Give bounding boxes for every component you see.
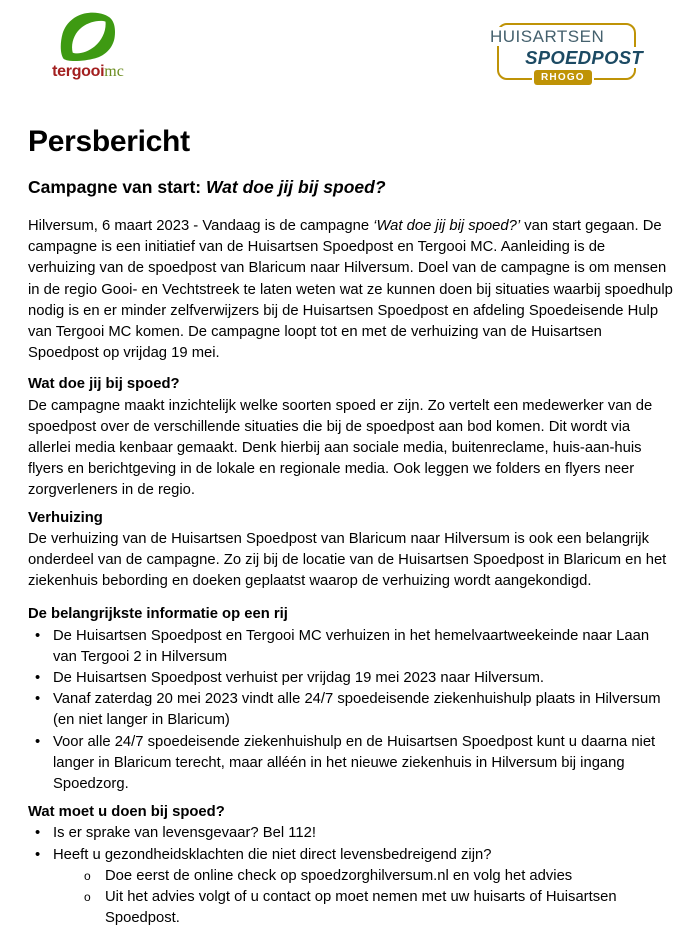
tergooi-mc-logo <box>52 10 124 80</box>
intro-text-before: Hilversum, 6 maart 2023 - Vandaag is de campagne <box>28 218 374 234</box>
tergooi-wordmark <box>52 64 124 80</box>
intro-campaign-name: ‘Wat doe jij bij spoed?’ <box>373 218 521 234</box>
spoedpost-logo-badge: RHOGO <box>534 70 592 85</box>
bullet-item: • Voor alle 24/7 spoedeisende ziekenhuishulp en de Huisartsen Spoedpost kunt u daarna niet langer in Blaricum terecht, maar alléén in het nieuwe ziekenhuis in Hilversum bij ingang Spoedzorg. <box>28 732 674 796</box>
section-campaign-heading: Wat doe jij bij spoed? <box>28 376 180 393</box>
subtitle-lead: Campagne van start: <box>28 177 206 197</box>
sub-bullet-item: o Doe eerst de online check op spoedzorghilversum.nl en volg het advies <box>28 866 674 887</box>
bullet-item: • Heeft u gezondheidsklachten die niet direct levensbedreigend zijn? <box>28 845 674 866</box>
section-spoed <box>28 802 674 929</box>
section-campaign-paragraph: De campagne maakt inzichtelijk welke soorten spoed er zijn. Zo vertelt een medewerker van de spoedpost over de verschillende situaties die bij de spoedpost aan bod komen. Dit wordt via allerlei media kenbaar gemaakt. Denk hierbij aan sociale media, buitenreclame, huis-aan-huis flyers en berichtgeving in de lokale en regionale media. Ook leggen we folders en flyers neer zorgverleners in de regio. <box>28 397 653 499</box>
document-body <box>0 124 700 930</box>
spoedpost-logo-line2: SPOEDPOST <box>522 47 646 68</box>
section-info <box>28 604 674 795</box>
tergooi-wordmark-suffix: mc <box>104 63 124 80</box>
intro-text-after: van start gegaan. De campagne is een initiatief van de Huisartsen Spoedpost en Tergooi MC. Aanleiding is de verhuizing van de spoedpost van Blaricum naar Hilversum. Doel van de campagne is om mensen in de regio Gooi- en Vechtstreek te laten weten wat ze kunnen doen bij situaties waarbij spoedhulp nodig is en er minder zelfverwijzers bij de Huisartsen Spoedpost en afdeling Spoedeisende Hulp van Tergooi MC komen. De campagne loopt tot en met de verhuizing van de Huisartsen Spoedpost op vrijdag 19 mei. <box>28 218 673 362</box>
section-verhuizing <box>28 508 674 593</box>
document-header <box>0 0 700 100</box>
bullet-item: • De Huisartsen Spoedpost verhuist per vrijdag 19 mei 2023 naar Hilversum. <box>28 668 674 689</box>
bullet-item: • Vanaf zaterdag 20 mei 2023 vindt alle 24/7 spoedeisende ziekenhuishulp plaats in Hilversum (en niet langer in Blaricum) <box>28 689 674 731</box>
huisartsen-spoedpost-logo <box>484 10 654 90</box>
section-verhuizing-paragraph: De verhuizing van de Huisartsen Spoedpost van Blaricum naar Hilversum is ook een belangrijk onderdeel van de campagne. Zo zij bij de locatie van de Huisartsen Spoedpost in Blaricum en het ziekenhuis bebording en doeken geplaatst waarop de verhuizing wordt aangekondigd. <box>28 530 667 590</box>
tergooi-leaf-icon <box>60 10 116 62</box>
sub-bullet-item: o Uit het advies volgt of u contact op moet nemen met uw huisarts of Huisartsen Spoedpost. <box>28 887 674 929</box>
spoedpost-logo-line1: HUISARTSEN <box>487 27 607 46</box>
tergooi-wordmark-main: tergooi <box>52 63 105 80</box>
section-campaign <box>28 374 674 501</box>
document-title: Persbericht <box>28 125 190 158</box>
document-subtitle <box>28 177 674 197</box>
bullet-item: • Is er sprake van levensgevaar? Bel 112! <box>28 823 674 844</box>
info-bullet-list <box>28 626 674 796</box>
intro-paragraph <box>28 216 674 364</box>
spoed-bullet-list <box>28 823 674 929</box>
section-verhuizing-heading: Verhuizing <box>28 509 103 526</box>
bullet-item: • De Huisartsen Spoedpost en Tergooi MC verhuizen in het hemelvaartweekeinde naar Laan van Tergooi 2 in Hilversum <box>28 626 674 668</box>
section-info-heading: De belangrijkste informatie op een rij <box>28 606 288 623</box>
section-spoed-heading: Wat moet u doen bij spoed? <box>28 804 225 821</box>
subtitle-italic: Wat doe jij bij spoed? <box>205 177 386 197</box>
